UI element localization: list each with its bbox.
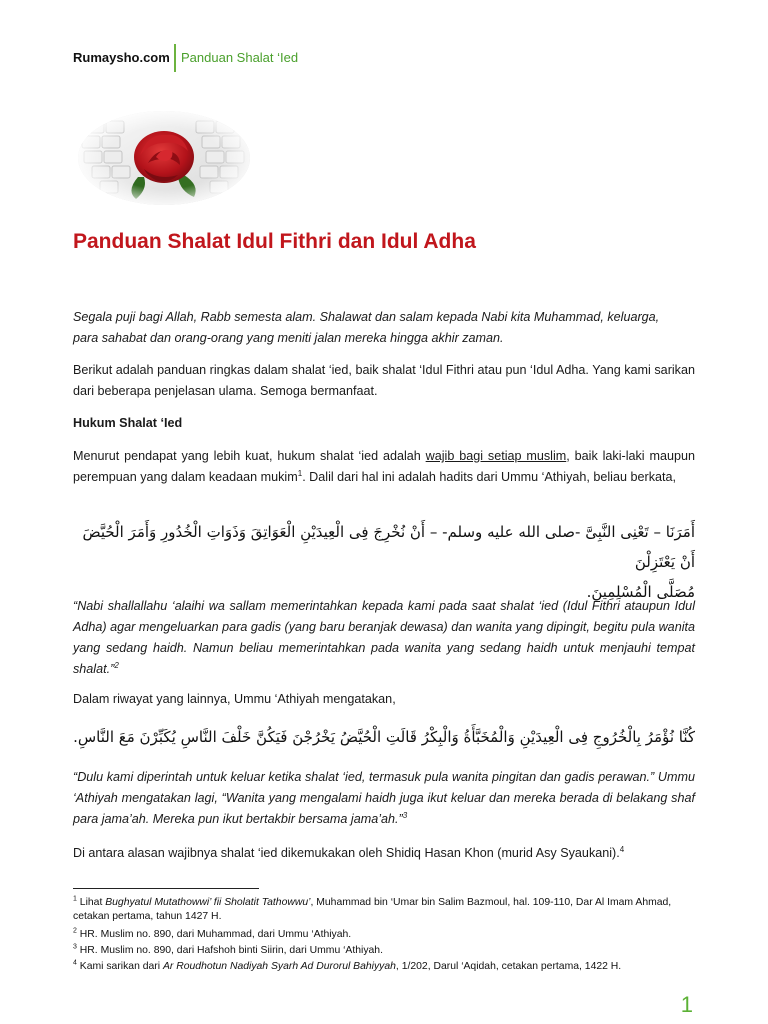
hadith-2-translation-text: “Dulu kami diperintah untuk keluar ketika shalat ‘ied, termasuk pula wanita pingitan dan gadis perawan.” Ummu ‘Athiyah mengatakan lagi, “Wanita yang mengalami haidh juga ikut keluar dan mereka berada di belakang shaf para jama’ah. Mereka pun ikut bertakbir bersama jama’ah.” [73, 770, 695, 826]
hadith-1-translation-text: “Nabi shallallahu ‘alaihi wa sallam memerintahkan kepada kami pada saat shalat ‘ied (Idul Fithri ataupun Idul Adha) agar mengeluarkan para gadis (yang baru beranjak dewasa) dan wanita yang dipingit, begitu pula wanita yang sedang haidh. Namun beliau memerintahkan pada wanita yang sedang haidh untuk menjauhi tempat shalat.” [73, 599, 695, 676]
footnote-2 [73, 928, 695, 942]
arabic-hadith-2: كُنَّا نُؤْمَرُ بِالْخُرُوجِ فِى الْعِيدَيْنِ وَالْمُخَبَّأَةُ وَالْبِكْرُ قَالَتِ الْحُيَّضُ يَخْرُجْنَ فَيَكُنَّ خَلْفَ النَّاسِ يُكَبِّرْنَ مَعَ النَّاسِ. [73, 728, 695, 746]
arabic-hadith-1-line-2: مُصَلَّى الْمُسْلِمِينَ. [586, 583, 695, 601]
ruling-text-start: Menurut pendapat yang lebih kuat, hukum shalat ‘ied adalah [73, 449, 426, 463]
footnote-1 [73, 896, 695, 924]
footnote-ref-4: 4 [619, 844, 625, 854]
arabic-hadith-1 [73, 517, 695, 607]
document-title: Panduan Shalat Idul Fithri dan Idul Adha [73, 230, 476, 253]
footnote-4-post: , 1/202, Darul ‘Aqidah, cetakan pertama, 1422 H. [395, 961, 622, 972]
footnote-3-text: HR. Muslim no. 890, dari Hafshoh binti Siirin, dari Ummu ‘Athiyah. [76, 945, 383, 956]
page-number: 1 [680, 992, 693, 1017]
footnote-1-pre: Lihat [76, 897, 106, 908]
reasons-text: Di antara alasan wajibnya shalat ‘ied dikemukakan oleh Shidiq Hasan Khon (murid Asy Syaukani). [73, 846, 620, 860]
footnote-ref-1: 1 [297, 468, 303, 478]
footnote-3-number: 3 [73, 943, 77, 951]
footnote-ref-2: 2 [114, 660, 119, 670]
intro-line-1: Segala puji bagi Allah, Rabb semesta alam. Shalawat dan salam kepada Nabi kita Muhammad, keluarga, [73, 310, 660, 324]
footnote-2-number: 2 [73, 927, 77, 935]
footnote-1-number: 1 [73, 895, 77, 903]
ruling-text-end: . Dalil dari hal ini adalah hadits dari Ummu ‘Athiyah, beliau berkata, [302, 470, 676, 484]
hadith-2-translation [73, 767, 695, 830]
footnote-1-book-title: Bughyatul Mutathowwi’ fii Sholatit Tathowwu’ [105, 897, 311, 908]
footnote-1-post: , Muhammad bin ‘Umar bin Salim Bazmoul, hal. 109-110, Dar Al Imam Ahmad, cetakan pertama, tahun 1427 H. [73, 897, 672, 922]
document-header-title: Panduan Shalat ‘Ied [181, 50, 299, 65]
header-divider [174, 44, 176, 72]
footnote-2-text: HR. Muslim no. 890, dari Muhammad, dari Ummu ‘Athiyah. [76, 929, 352, 940]
footnote-separator [73, 888, 259, 889]
paragraph-summary: Berikut adalah panduan ringkas dalam shalat ‘ied, baik shalat ‘Idul Fithri atau pun ‘Idul Adha. Yang kami sarikan dari beberapa penjelasan ulama. Semoga bermanfaat. [73, 363, 695, 398]
ruling-text-middle: , baik laki-laki maupun perempuan yang dalam keadaan mukim [73, 449, 695, 484]
footnote-4-book-title: Ar Roudhotun Nadiyah Syarh Ad Durorul Bahiyyah [162, 961, 396, 972]
rose-image [78, 111, 250, 205]
arabic-hadith-1-line-1: أَمَرَنَا – تَعْنِى النَّبِىَّ -صلى الله عليه وسلم- – أَنْ نُخْرِجَ فِى الْعِيدَيْنِ الْعَوَاتِقَ وَذَوَاتِ الْخُدُورِ وَأَمَرَ الْحُيَّضَ أَنْ يَعْتَزِلْنَ [82, 523, 695, 571]
paragraph-ruling [73, 446, 695, 488]
footnote-4-pre: Kami sarikan dari [76, 961, 163, 972]
footnote-3 [73, 944, 695, 958]
paragraph-other-narration: Dalam riwayat yang lainnya, Ummu ‘Athiyah mengatakan, [73, 692, 396, 706]
footnote-ref-3: 3 [402, 810, 408, 820]
paragraph-reasons [73, 843, 695, 864]
footnote-4-number: 4 [73, 959, 77, 967]
site-name: Rumaysho.com [73, 50, 170, 65]
intro-line-2: para sahabat dan orang-orang yang meniti jalan mereka hingga akhir zaman. [73, 331, 504, 345]
section-heading: Hukum Shalat ‘Ied [73, 416, 183, 430]
ruling-underlined: wajib bagi setiap muslim [425, 449, 567, 463]
hadith-1-translation [73, 596, 695, 680]
footnote-4 [73, 960, 695, 974]
